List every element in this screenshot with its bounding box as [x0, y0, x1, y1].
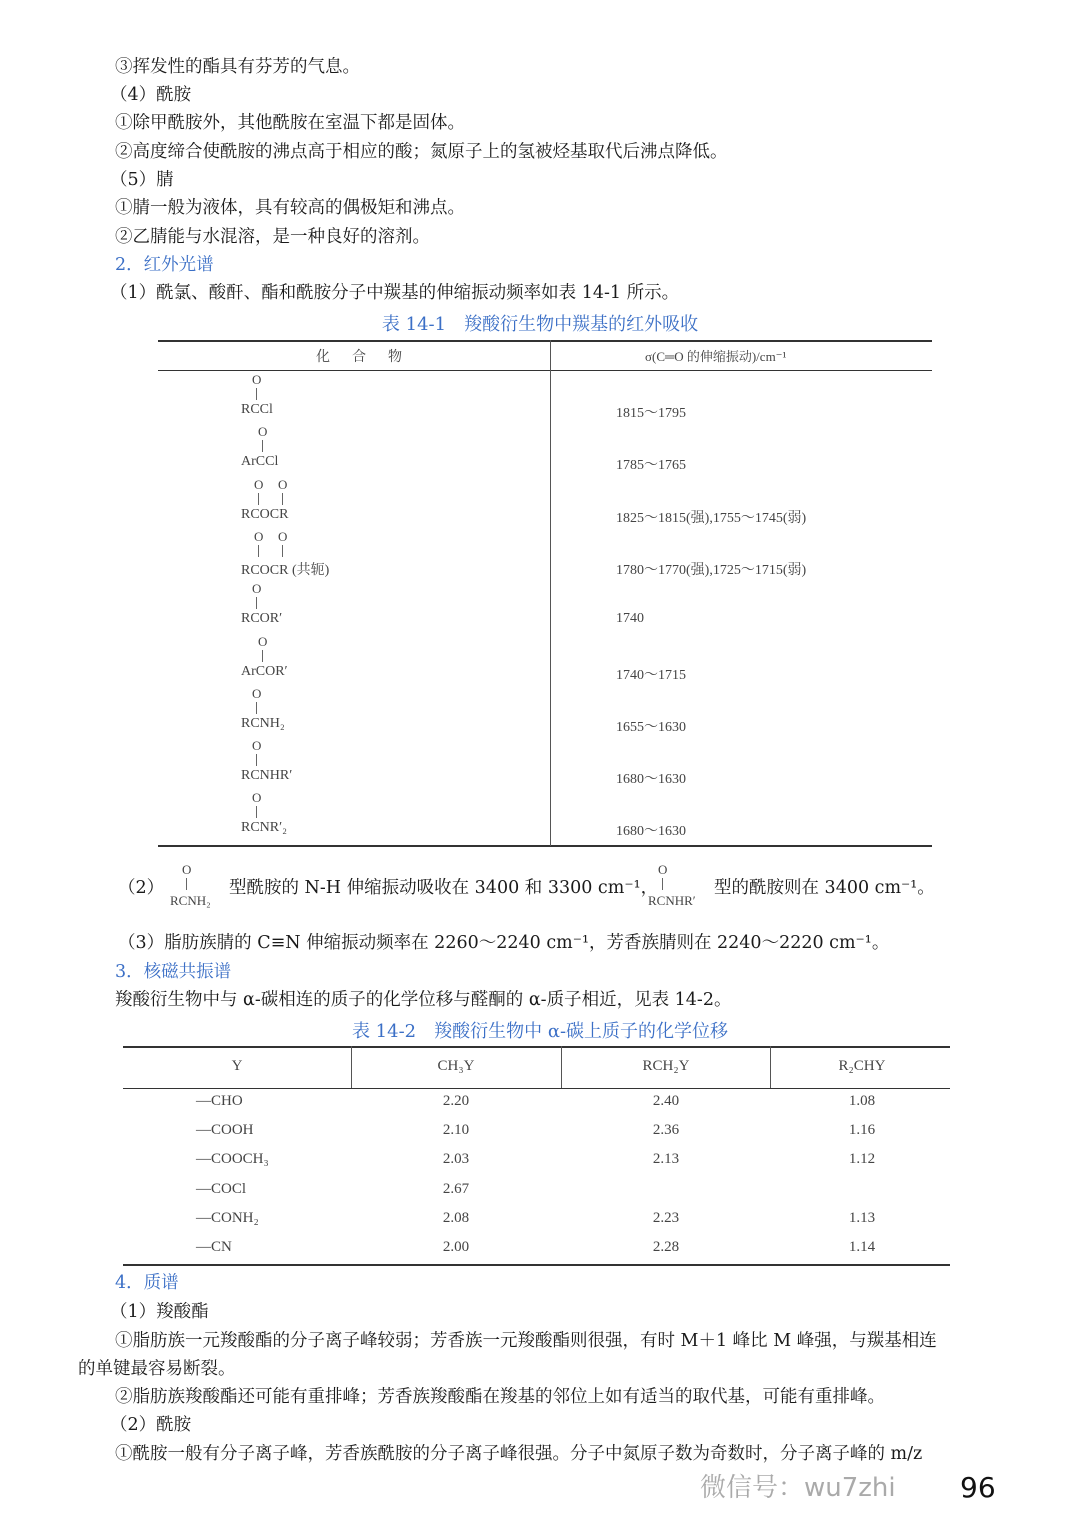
carbonyl-oxygen: O	[252, 685, 262, 701]
text-line: ②高度缔合使酰胺的沸点高于相应的酸；氮原子上的氢被烃基取代后沸点降低。	[115, 142, 728, 162]
table-divider	[351, 1046, 352, 1088]
ir-frequency: 1680～1630	[616, 772, 686, 788]
text-line: （5）腈	[110, 170, 174, 190]
double-bond	[258, 493, 259, 505]
table-rule	[123, 1088, 950, 1089]
carbonyl-oxygen: O	[278, 476, 288, 492]
carbonyl-oxygen: O	[252, 581, 262, 597]
chemical-shift: 1.12	[848, 1151, 876, 1168]
carbonyl-oxygen: O	[252, 790, 262, 806]
table-header: 化 合 物	[316, 350, 406, 365]
note-text: 型的酰胺则在 3400 cm⁻¹。	[714, 878, 935, 898]
table-rule	[158, 845, 932, 847]
carbonyl-oxygen: O	[278, 528, 288, 544]
chemical-shift: 1.16	[848, 1122, 876, 1139]
table-rule	[158, 340, 932, 342]
substituent-y: —CONH₂	[196, 1209, 259, 1226]
double-bond	[186, 878, 187, 890]
text-line: （4）酰胺	[110, 85, 192, 105]
substituent-y: —COOCH₃	[196, 1151, 269, 1168]
chemical-shift: 2.36	[652, 1122, 680, 1139]
table-divider	[561, 1046, 562, 1088]
table-header: CH₃Y	[437, 1058, 475, 1074]
section-heading: 2．红外光谱	[115, 255, 214, 275]
table-rule	[123, 1046, 950, 1048]
double-bond	[256, 388, 257, 400]
note-text: （3）脂肪族腈的 C≡N 伸缩振动频率在 2260～2240 cm⁻¹，芳香族腈则在 2240～2220 cm⁻¹。	[118, 933, 890, 953]
chemical-shift: 2.28	[652, 1239, 680, 1255]
page-number: 96	[960, 1471, 996, 1504]
compound-formula: RCNR′₂	[241, 820, 288, 836]
note-text: 型酰胺的 N-H 伸缩振动吸收在 3400 和 3300 cm⁻¹，	[229, 878, 659, 898]
chemical-shift: 2.13	[652, 1151, 680, 1168]
chemical-shift: 2.67	[442, 1180, 470, 1197]
compound-formula: RCOR′	[241, 611, 283, 627]
ir-frequency: 1815～1795	[616, 406, 686, 421]
section-heading: 3．核磁共振谱	[115, 962, 232, 982]
chemical-shift: 2.20	[442, 1093, 470, 1109]
ir-frequency: 1680～1630	[616, 824, 686, 840]
table-header: Y	[231, 1058, 243, 1074]
chemical-shift: 2.23	[652, 1209, 680, 1226]
carbonyl-oxygen: O	[258, 633, 268, 649]
compound-formula: RCOCR	[241, 506, 289, 522]
table-title: 表 14-1 羧酸衍生物中羰基的红外吸收	[381, 314, 699, 335]
carbonyl-oxygen: O	[252, 738, 262, 754]
carbonyl-oxygen: O	[254, 476, 264, 492]
text-line: （1）羧酸酯	[110, 1302, 209, 1322]
carbonyl-oxygen: O	[254, 528, 264, 544]
chemical-shift: 1.14	[848, 1239, 876, 1255]
text-line: 的单键最容易断裂。	[78, 1359, 236, 1379]
wechat-watermark: 微信号：wu7zhi	[700, 1473, 896, 1503]
section-heading: 4．质谱	[115, 1273, 179, 1293]
text-line: （1）酰氯、酸酐、酯和酰胺分子中羰基的伸缩振动频率如表 14-1 所示。	[110, 283, 680, 303]
substituent-y: —COCl	[196, 1180, 247, 1197]
carbonyl-oxygen: O	[252, 372, 262, 387]
chemical-shift: 1.13	[848, 1209, 876, 1226]
compound-formula: RCCl	[241, 402, 273, 417]
double-bond	[256, 806, 257, 818]
chemical-shift: 2.03	[442, 1151, 470, 1168]
table-title: 表 14-2 羧酸衍生物中 α-碳上质子的化学位移	[351, 1021, 729, 1042]
substituent-y: —CN	[196, 1239, 232, 1255]
double-bond	[282, 545, 283, 557]
carbonyl-oxygen: O	[182, 862, 192, 877]
text-line: ②乙腈能与水混溶，是一种良好的溶剂。	[115, 227, 430, 247]
text-line: ①酰胺一般有分子离子峰，芳香族酰胺的分子离子峰很强。分子中氮原子数为奇数时，分子离子峰的 m/z	[115, 1444, 923, 1464]
double-bond	[282, 493, 283, 505]
text-line: ③挥发性的酯具有芬芳的气息。	[115, 57, 360, 77]
ir-frequency: 1780～1770(强),1725～1715(弱)	[616, 562, 807, 578]
table-rule	[158, 370, 932, 371]
compound-formula: ArCCl	[241, 454, 279, 470]
double-bond	[258, 545, 259, 557]
table-header: σ(C═O 的伸缩振动)/cm⁻¹	[645, 349, 787, 364]
substituent-y: —CHO	[196, 1093, 243, 1109]
table-header: RCH₂Y	[642, 1058, 690, 1074]
text-line: ①脂肪族一元羧酸酯的分子离子峰较弱；芳香族一元羧酸酯则很强，有时 M＋1 峰比 M 峰强，与羰基相连	[115, 1331, 937, 1351]
amide-structure: RCNH₂	[170, 893, 211, 908]
chemical-shift: 1.08	[848, 1093, 876, 1109]
substituent-y: —COOH	[196, 1122, 254, 1139]
double-bond	[262, 440, 263, 452]
table-rule	[123, 1264, 950, 1266]
compound-formula: ArCOR′	[241, 663, 288, 679]
chemical-shift: 2.10	[442, 1122, 470, 1139]
double-bond	[262, 650, 263, 662]
compound-formula: RCNH₂	[241, 715, 285, 731]
table-divider	[550, 340, 551, 846]
text-line: （2）酰胺	[110, 1415, 192, 1435]
ir-frequency: 1785～1765	[616, 458, 686, 474]
chemical-shift: 2.40	[652, 1093, 680, 1109]
chemical-shift: 2.08	[442, 1209, 470, 1226]
note-prefix: （2）	[118, 878, 165, 898]
double-bond	[662, 878, 663, 890]
table-header: R₂CHY	[838, 1058, 886, 1074]
double-bond	[256, 702, 257, 714]
table-divider	[770, 1046, 771, 1088]
compound-formula: RCNHR′	[241, 768, 293, 784]
ir-frequency: 1740～1715	[616, 667, 686, 683]
text-line: 羧酸衍生物中与 α-碳相连的质子的化学位移与醛酮的 α-质子相近，见表 14-2。	[115, 990, 732, 1010]
carbonyl-oxygen: O	[658, 862, 668, 877]
double-bond	[256, 597, 257, 609]
ir-frequency: 1825～1815(强),1755～1745(弱)	[616, 510, 807, 526]
text-line: ②脂肪族羧酸酯还可能有重排峰；芳香族羧酸酯在羧基的邻位上如有适当的取代基，可能有重排峰。	[115, 1387, 885, 1407]
ir-frequency: 1655～1630	[616, 719, 686, 735]
ir-frequency: 1740	[616, 611, 644, 627]
double-bond	[256, 754, 257, 766]
chemical-shift: 2.00	[442, 1239, 470, 1255]
text-line: ①除甲酰胺外，其他酰胺在室温下都是固体。	[115, 113, 465, 133]
text-line: ①腈一般为液体，具有较高的偶极矩和沸点。	[115, 198, 465, 218]
carbonyl-oxygen: O	[258, 424, 268, 440]
amide-structure: RCNHR′	[648, 893, 696, 908]
compound-formula: RCOCR (共轭)	[241, 562, 330, 578]
